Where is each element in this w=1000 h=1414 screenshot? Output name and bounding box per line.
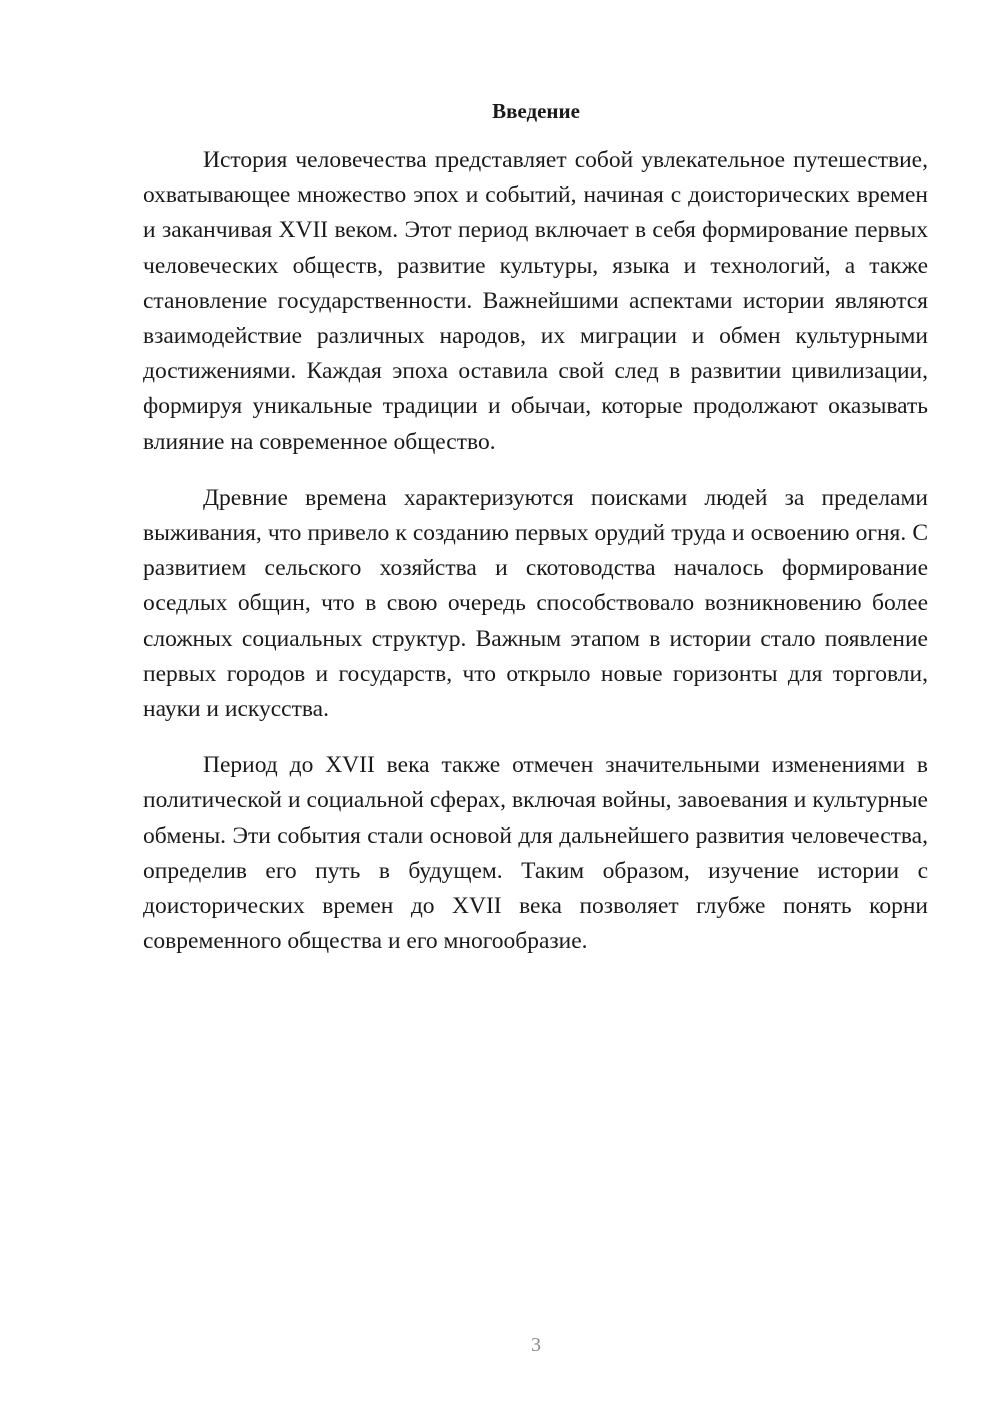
paragraph-3: Период до XVII века также отмечен значительными изменениями в политической и социальной сферах, включая войны, завоевания и культурные обмены. Эти события стали основой для дальнейшего развития человечества, определив его путь в будущем. Таким образом, изучение истории с доисторических времен до XVII века позволяет глубже понять корни современного общества и его многообразие. bbox=[143, 752, 928, 955]
page-number: 3 bbox=[531, 1334, 541, 1356]
body-text bbox=[143, 143, 928, 959]
section-heading: Введение bbox=[492, 99, 580, 123]
paragraph-2: Древние времена характеризуются поисками людей за пределами выживания, что привело к созданию первых орудий труда и освоению огня. С развитием сельского хозяйства и скотоводства началось формирование оседлых общин, что в свою очередь способствовало возникновению более сложных социальных структур. Важным этапом в истории стало появление первых городов и государств, что открыло новые горизонты для торговли, науки и искусства. bbox=[143, 484, 928, 723]
paragraph-1: История человечества представляет собой увлекательное путешествие, охватывающее множество эпох и событий, начиная с доисторических времен и заканчивая XVII веком. Этот период включает в себя формирование первых человеческих обществ, развитие культуры, языка и технологий, а также становление государственности. Важнейшими аспектами истории являются взаимодействие различных народов, их миграции и обмен культурными достижениями. Каждая эпоха оставила свой след в развитии цивилизации, формируя уникальные традиции и обычаи, которые продолжают оказывать влияние на современное общество. bbox=[143, 147, 928, 455]
